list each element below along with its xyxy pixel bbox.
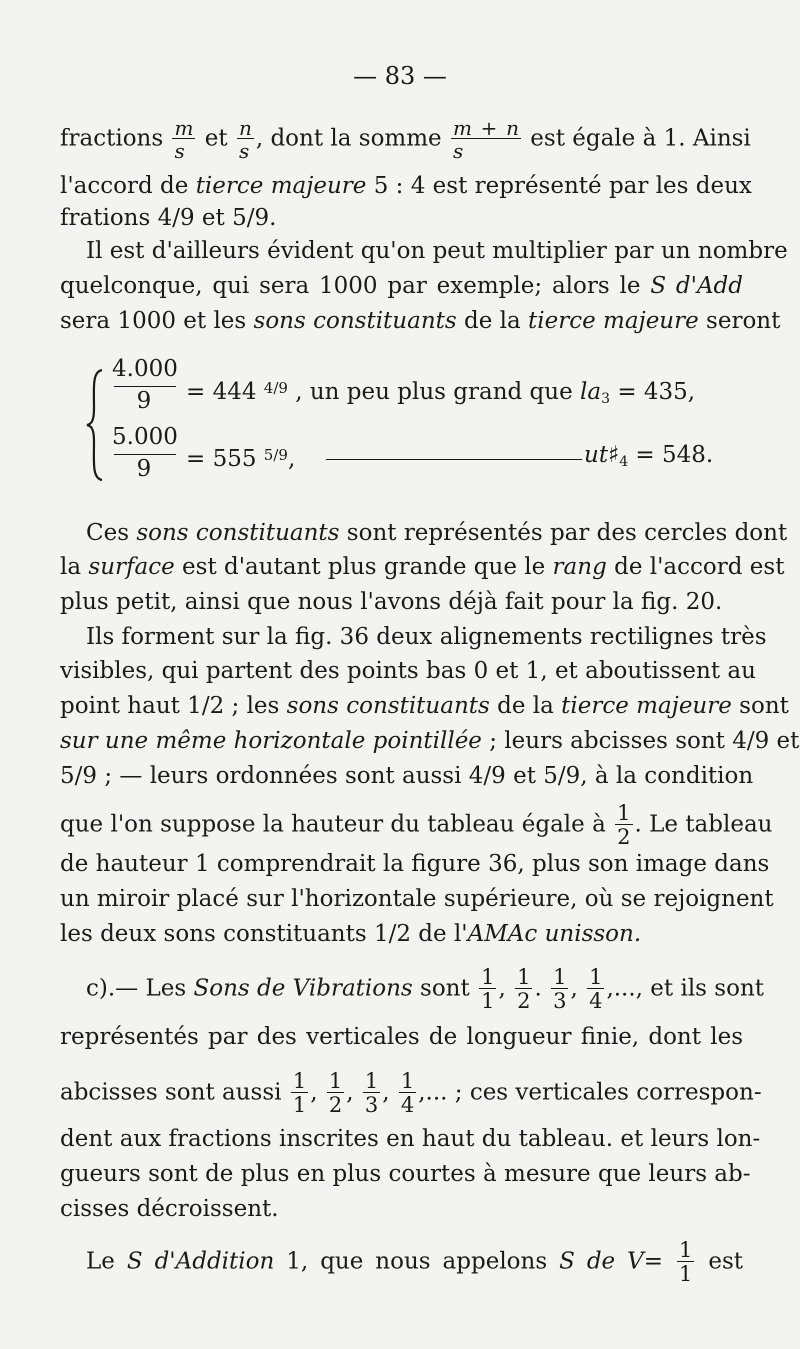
fraction: $\frac{1}{2}$	[617, 801, 631, 849]
fraction: $\frac{1}{1}$	[292, 1069, 307, 1117]
text-line: Il est d'ailleurs évident qu'on peut multiplier par un nombre	[86, 238, 788, 264]
fraction-bar	[114, 386, 176, 387]
text-line: la surface est d'autant plus grande que le rang de l'accord est	[60, 554, 785, 580]
fraction-bar	[114, 454, 176, 455]
text-line: 5/9 ; — leurs ordonnées sont aussi 4/9 et 5/9, à la condition	[60, 763, 754, 789]
fraction: $\frac{1}{2}$	[517, 965, 531, 1013]
text-line: abcisses sont aussi $\frac{1}{1}$ , $\frac{1}{2}$ , $\frac{1}{3}$ , $\frac{1}{4}$ ,... ; ces verticales correspon-	[60, 1069, 762, 1117]
fraction: $\frac{m + n}{s}$	[452, 116, 519, 163]
eq1-denominator: 9	[136, 388, 152, 414]
text-line: point haut 1/2 ; les sons constituants de la tierce majeure sont	[60, 693, 789, 719]
text-line: sur une même horizontale pointillée ; leurs abcisses sont 4/9 et	[60, 728, 800, 754]
fraction: $\frac{1}{3}$	[364, 1069, 379, 1117]
eq2-numerator: 5.000	[112, 424, 178, 450]
text-line: plus petit, ainsi que nous l'avons déjà fait pour la fig. 20.	[60, 589, 723, 615]
text-line: Ces sons constituants sont représentés par des cercles dont	[86, 520, 788, 546]
fraction: $\frac{1}{4}$	[400, 1069, 415, 1117]
eq1-numerator: 4.000	[112, 356, 178, 382]
fraction: $\frac{1}{3}$	[553, 965, 567, 1013]
page-number: — 83 —	[353, 62, 447, 90]
fraction: $\frac{1}{1}$	[481, 965, 495, 1013]
text-line: frations 4/9 et 5/9.	[60, 205, 277, 231]
text-line: cisses décroissent.	[60, 1196, 279, 1222]
text-line: un miroir placé sur l'horizontale supérieure, où se rejoignent	[60, 886, 774, 912]
fraction: $\frac{n}{s}$	[238, 116, 252, 163]
fraction: $\frac{1}{4}$	[589, 965, 603, 1013]
text-line: l'accord de tierce majeure 5 : 4 est représenté par les deux	[60, 173, 752, 199]
eq2-rhs: = 555 $^{5/9}$,	[186, 446, 296, 472]
text-line: visibles, qui partent des points bas 0 et 1, et aboutissent au	[60, 658, 756, 684]
text-line: que l'on suppose la hauteur du tableau égale à $\frac{1}{2}$ . Le tableau	[60, 801, 773, 849]
eq2-denominator: 9	[136, 456, 152, 482]
text-line: sera 1000 et les sons constituants de la tierce majeure seront	[60, 308, 781, 334]
fraction: $\frac{1}{2}$	[328, 1069, 343, 1117]
leader-line	[326, 459, 582, 460]
fraction: $\frac{m}{s}$	[174, 116, 194, 163]
text-line: dent aux fractions inscrites en haut du tableau. et leurs lon-	[60, 1126, 761, 1152]
text-line: représentés par des verticales de longueur finie, dont les	[60, 1024, 743, 1050]
text-line: quelconque, qui sera 1000 par exemple; alors le S d'Add	[60, 273, 744, 299]
text-line: gueurs sont de plus en plus courtes à mesure que leurs ab-	[60, 1161, 751, 1187]
fraction: $\frac{1}{1}$	[679, 1238, 693, 1286]
text-line: de hauteur 1 comprendrait la figure 36, plus son image dans	[60, 851, 770, 877]
text-line: les deux sons constituants 1/2 de l'AMAc unisson.	[60, 921, 642, 947]
text-line: c).— Les Sons de Vibrations sont $\frac{1}{1}$ , $\frac{1}{2}$ . $\frac{1}{3}$ , $\frac{1}{4}$ ,..., et ils sont	[86, 965, 765, 1013]
text-line: fractions $\frac{m}{s}$ et $\frac{n}{s}$ , dont la somme $\frac{m + n}{s}$ est égale à 1. Ainsi	[60, 116, 751, 163]
eq1-rhs: = 444 $^{4/9}$ , un peu plus grand que $la_3 = 435$,	[186, 379, 696, 407]
eq2-note: $ut♯_4 = 548$.	[584, 442, 714, 470]
text-line: Le S d'Addition 1, que nous appelons S de V= $\frac{1}{1}$ est	[86, 1238, 744, 1286]
text-line: Ils forment sur la fig. 36 deux alignements rectilignes très	[86, 624, 767, 650]
left-brace-icon	[84, 368, 106, 482]
